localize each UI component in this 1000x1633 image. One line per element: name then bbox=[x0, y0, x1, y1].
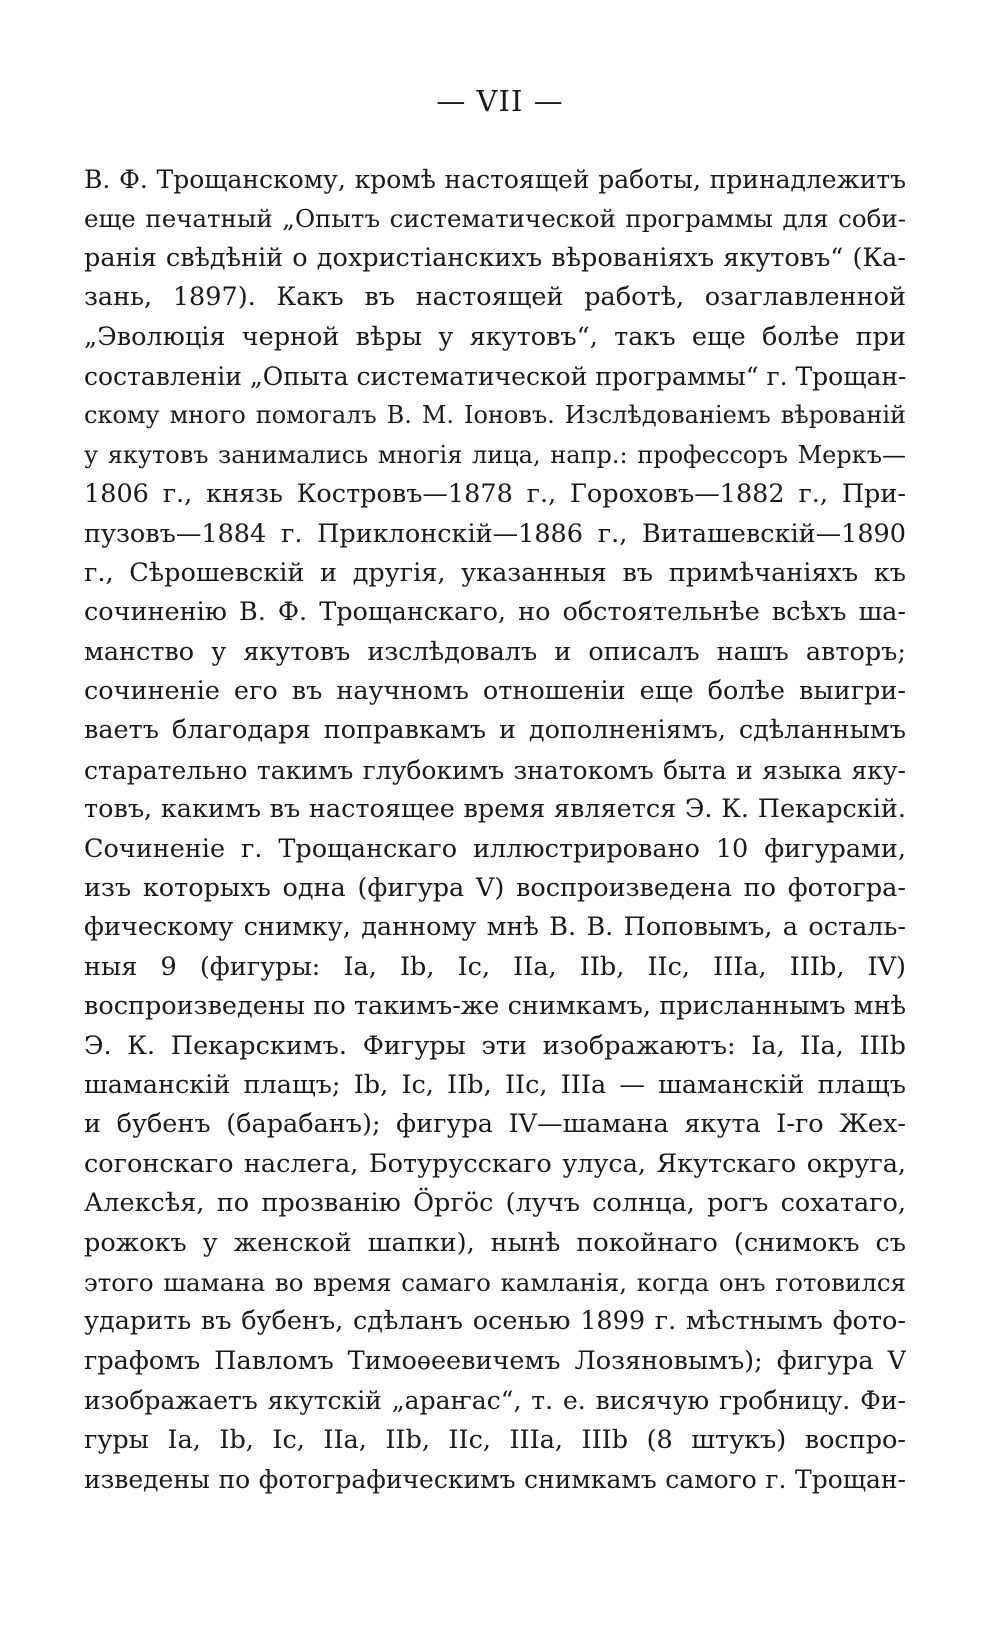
text-line: Сочиненіе г. Трощанскаго иллюстрировано 10 фигурами, bbox=[84, 833, 906, 864]
text-line: 1806 г., князь Костровъ—1878 г., Гороховъ—1882 г., При- bbox=[84, 479, 906, 510]
text-line: воспроизведены по такимъ-же снимкамъ, присланнымъ мнѣ bbox=[84, 991, 906, 1022]
page-number: — VII — bbox=[436, 84, 564, 118]
text-line: товъ, какимъ въ настоящее время является Э. К. Пекарскій. bbox=[84, 794, 906, 825]
text-line: фическому снимку, данному мнѣ В. В. Поповымъ, а осталь- bbox=[84, 912, 906, 943]
text-line: составленіи „Опыта систематической программы“ г. Трощан- bbox=[84, 361, 906, 391]
text-line: этого шамана во время самаго камланія, когда онъ готовился bbox=[84, 1267, 906, 1297]
text-line: Э. К. Пекарскимъ. Фигуры эти изображаютъ: Ia, IIa, IIIb bbox=[84, 1030, 906, 1061]
text-line: ранія свѣдѣній о дохристіанскихъ вѣрованіяхъ якутовъ“ (Ка- bbox=[84, 242, 906, 273]
text-line: В. Ф. Трощанскому, кромѣ настоящей работы, принадлежитъ bbox=[84, 165, 906, 194]
text-line: графомъ Павломъ Тимоѳеевичемъ Лозяновымъ); фигура V bbox=[84, 1345, 906, 1376]
text-line: ударить въ бубенъ, сдѣланъ осенью 1899 г. мѣстнымъ фото- bbox=[84, 1306, 906, 1337]
text-line: скому много помогалъ В. М. Іоновъ. Изслѣдованіемъ вѣрованій bbox=[84, 401, 906, 430]
text-line: „Эволюція черной вѣры у якутовъ“, такъ еще болѣе при bbox=[84, 321, 906, 352]
text-line: рожокъ у женской шапки), нынѣ покойнаго (снимокъ съ bbox=[84, 1227, 906, 1258]
text-line: сочиненію В. Ф. Трощанскаго, но обстоятельнѣе всѣхъ ша- bbox=[84, 597, 906, 628]
text-line: пузовъ—1884 г. Приклонскій—1886 г., Виташевскій—1890 bbox=[84, 518, 906, 549]
text-line: зань, 1897). Какъ въ настоящей работѣ, озаглавленной bbox=[84, 282, 906, 313]
text-line: изображаетъ якутскій „араҥас“, т. е. висячую гробницу. Фи- bbox=[84, 1386, 906, 1416]
text-line: Алексѣя, по прозванію Ӧргӧс (лучъ солнца, рогъ сохатаго, bbox=[84, 1188, 906, 1219]
text-line: гуры Ia, Ib, Ic, IIa, IIb, IIc, IIIa, IIIb (8 штукъ) воспро- bbox=[84, 1424, 906, 1455]
text-line: ваетъ благодаря поправкамъ и дополненіямъ, сдѣланнымъ bbox=[84, 715, 906, 746]
text-line: старательно такимъ глубокимъ знатокомъ быта и языка яку- bbox=[84, 755, 906, 785]
text-line: шаманскій плащъ; Ib, Ic, IIb, IIc, IIIa — шаманскій плащъ bbox=[84, 1069, 906, 1100]
text-line: изведены по фотографическимъ снимкамъ самого г. Трощан- bbox=[84, 1464, 906, 1494]
text-line: г., Сѣрошевскій и другія, указанныя въ примѣчаніяхъ къ bbox=[84, 557, 906, 588]
text-line: у якутовъ занимались многія лица, напр.: профессоръ Меркъ— bbox=[84, 440, 906, 469]
body-text bbox=[84, 160, 906, 1499]
text-line: изъ которыхъ одна (фигура V) воспроизведена по фотогра- bbox=[84, 873, 906, 904]
text-line: сочиненіе его въ научномъ отношеніи еще болѣе выигри- bbox=[84, 676, 906, 707]
text-line: и бубенъ (барабанъ); фигура IV—шамана якута I-го Жех- bbox=[84, 1109, 906, 1140]
text-line: согонскаго наслега, Ботурусскаго улуса, Якутскаго округа, bbox=[84, 1148, 906, 1179]
text-line: еще печатный „Опытъ систематической программы для соби- bbox=[84, 204, 906, 234]
text-line: ныя 9 (фигуры: Ia, Ib, Ic, IIa, IIb, IIc, IIIa, IIIb, IV) bbox=[84, 951, 906, 982]
text-line: манство у якутовъ изслѣдовалъ и описалъ нашъ авторъ; bbox=[84, 636, 906, 667]
